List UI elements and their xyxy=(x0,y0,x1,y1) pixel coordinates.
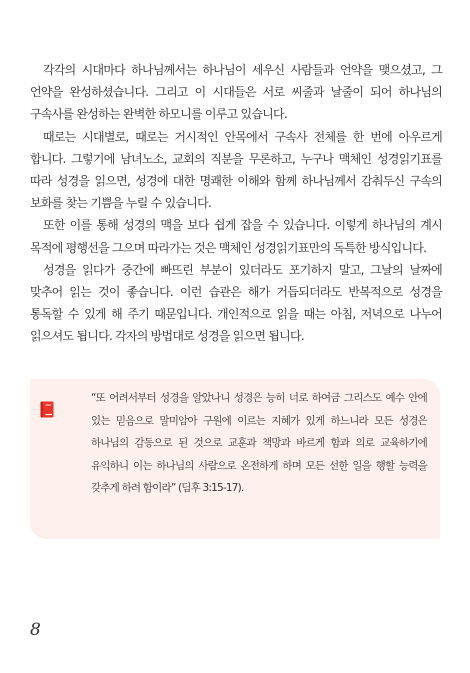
paragraph: 때로는 시대별로, 때로는 거시적인 안목에서 구속사 전체를 한 번에 아우르게 합니다. 그렇기에 남녀노소, 교회의 직분을 무론하고, 누구나 맥체인 성경읽기표를 따라 성경을 읽으면, 성경에 대한 명쾌한 이해와 함께 하나님께서 감춰두신 구속의 보화를 찾는 기쁨을 누릴 수 있습니다. xyxy=(30,129,442,211)
scripture-quote-box xyxy=(30,379,440,539)
paragraph: 또한 이를 통해 성경의 맥을 보다 쉽게 잡을 수 있습니다. 이렇게 하나님의 계시 목적에 평행선을 그으며 따라가는 것은 맥체인 성경읽기표만의 독특한 방식입니다. xyxy=(30,218,442,255)
bible-icon-graphic xyxy=(40,401,54,418)
bible-icon xyxy=(40,401,54,418)
scripture-quote-text: “또 어려서부터 성경을 알았나니 성경은 능히 너로 하여금 그리스도 예수 안에 있는 믿음으로 말미암아 구원에 이르는 지혜가 있게 하느니라 모든 성경은 하나님의 감동으로 된 것으로 교훈과 책망과 바르게 함과 의로 교육하기에 유익하니 이는 하나님의 사람으로 온전하게 하며 모든 선한 일을 행할 능력을 갖추게 하려 함이라” (딤후 3:15-17). xyxy=(91,392,427,494)
paragraph: 각각의 시대마다 하나님께서는 하나님이 세우신 사람들과 언약을 맺으셨고, 그 언약을 완성하셨습니다. 그리고 이 시대들은 서로 씨줄과 날줄이 되어 하나님의 구속사를 완성하는 완벽한 하모니를 이루고 있습니다. xyxy=(30,63,442,122)
paragraph: 성경을 읽다가 중간에 빠뜨린 부분이 있더라도 포기하지 말고, 그날의 날짜에 맞추어 읽는 것이 좋습니다. 이런 습관은 해가 거듭되더라도 반복적으로 성경을 통독할 수 있게 해 주기 때문입니다. 개인적으로 읽을 때는 아침, 저녁으로 나누어 읽으셔도 됩니다. 각자의 방법대로 성경을 읽으면 됩니다. xyxy=(30,262,442,344)
page-number: 8 xyxy=(30,620,41,640)
body-text xyxy=(30,59,442,348)
